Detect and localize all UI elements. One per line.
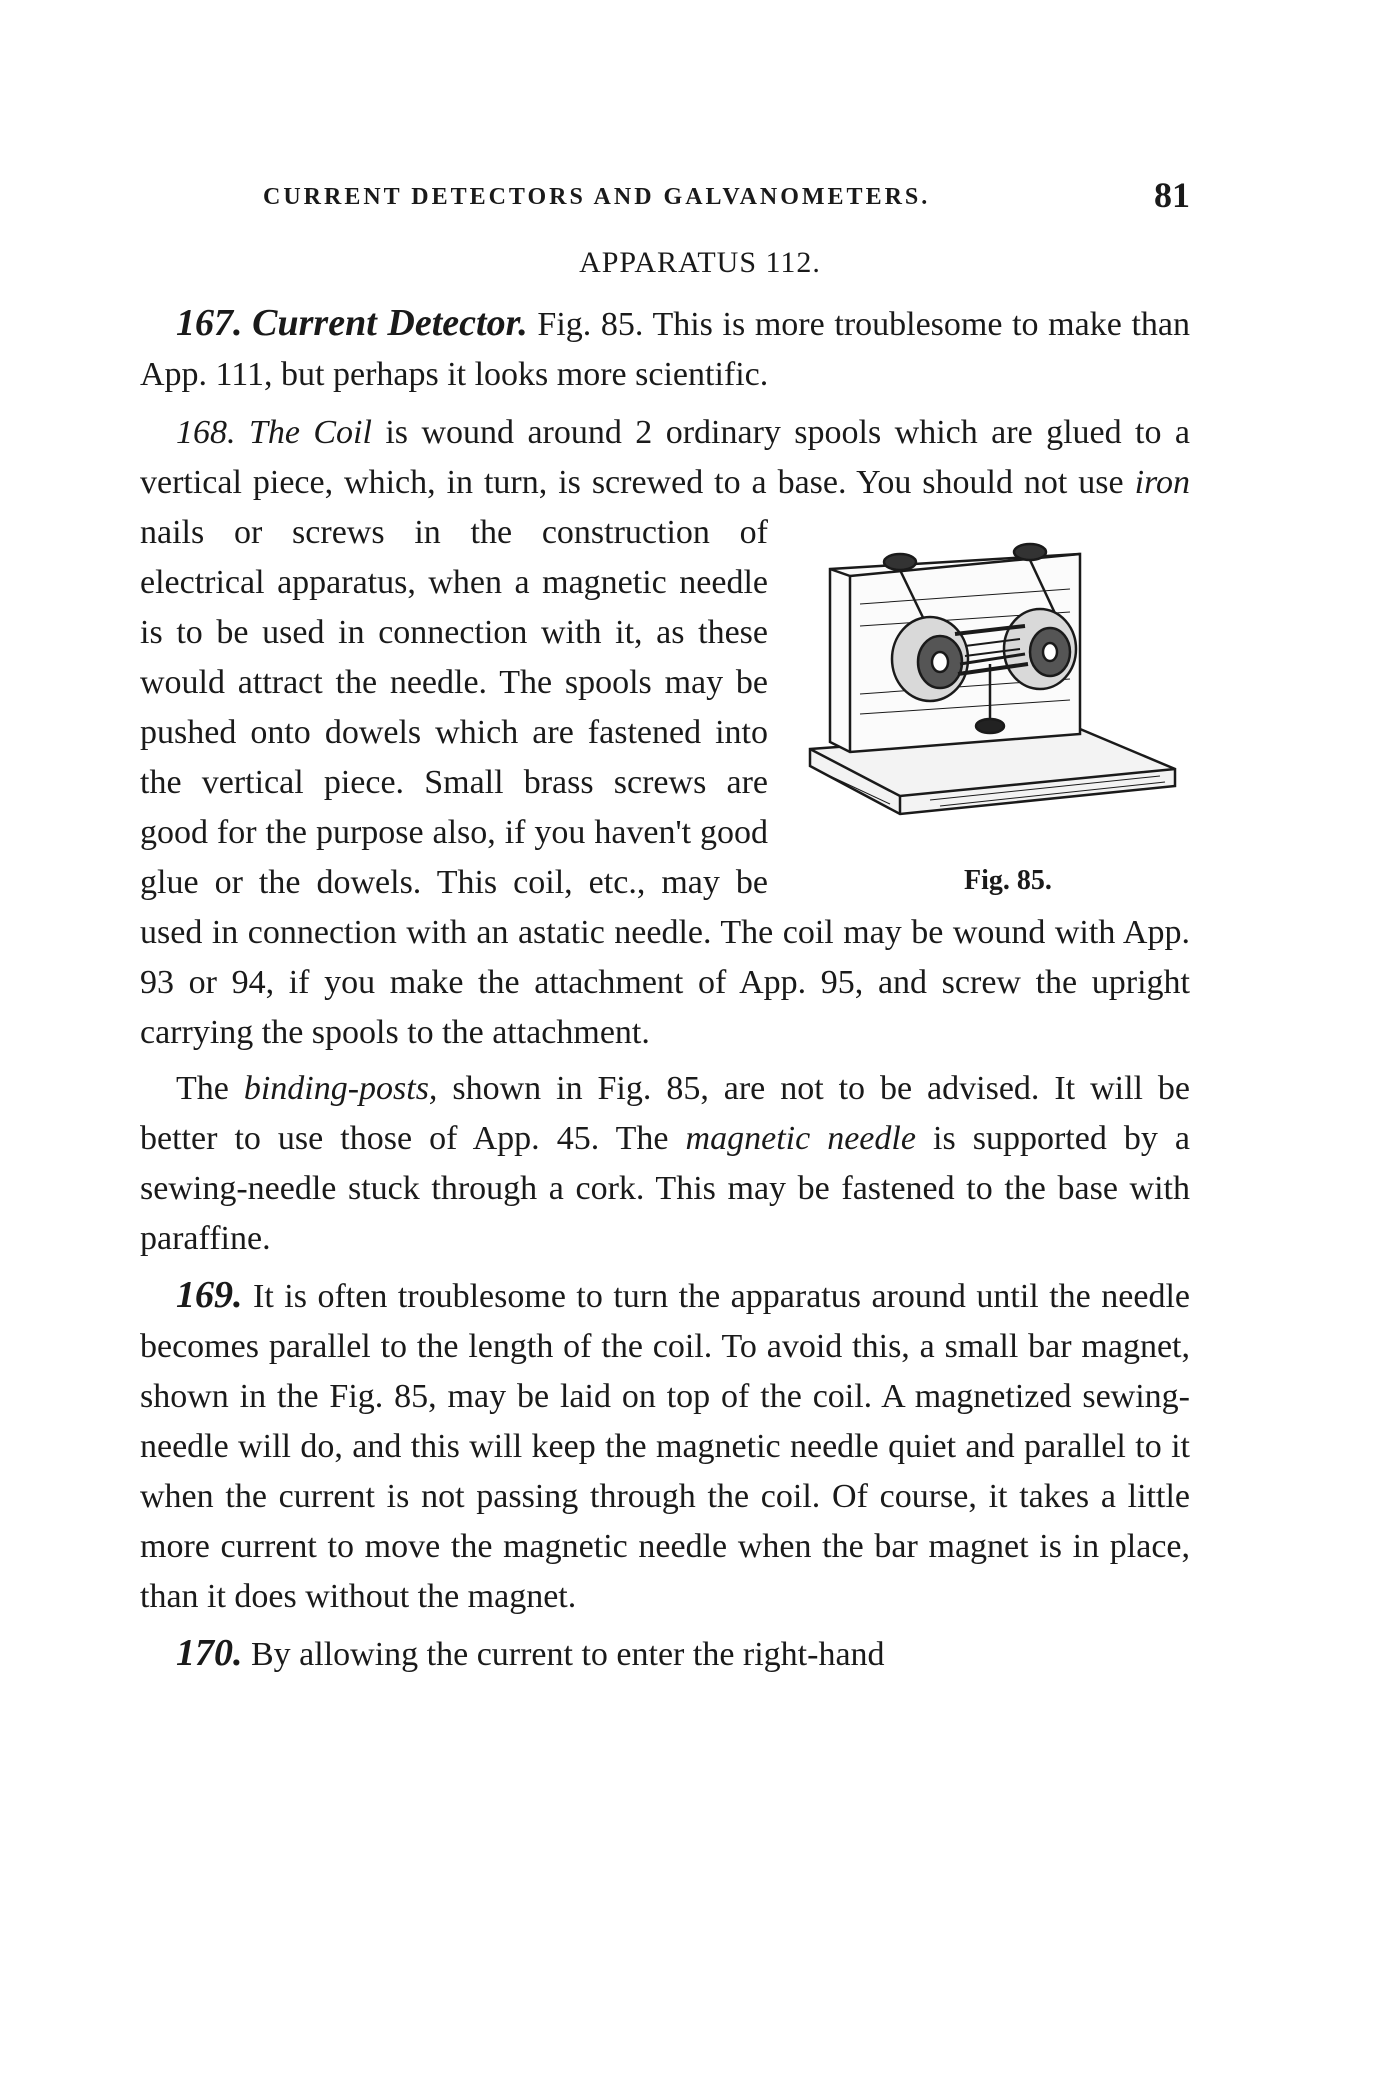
paragraph-text: Fig. 85. This is more troublesome to make than App. 111, but perhaps it looks more scientific.: [140, 306, 1190, 393]
paragraph-text: is wound around 2 ordinary spools which are glued to a vertical piece, which, in turn, is screwed to a base. You should not use: [140, 414, 1191, 501]
page-header: [148, 172, 1198, 220]
italic-word: iron: [1134, 464, 1190, 501]
paragraph-170: [140, 1628, 1190, 1680]
paragraph-text: The: [176, 1070, 244, 1107]
paragraph-text: nails or screws in the construction of electrical apparatus, when a magnetic needle is to be used in connection with it, as these would attract the needle. The spools may be pushed onto dowels which are fastened into the vertical piece. Small brass screws are good for the purpose also, if you haven't good glue or the dowels. This coil, etc., may be used in connection with an astatic needle. The coil may be wound with App. 93 or 94, if you make the attachment of App. 95, and screw the upright carrying the spools to the attachment.: [140, 514, 1190, 1051]
section-heading: APPARATUS 112.: [579, 246, 821, 279]
paragraph-title: Current Detector.: [252, 302, 528, 344]
paragraph-number: 169.: [176, 1274, 243, 1316]
body-text: [140, 298, 1190, 1686]
paragraph-167: [140, 298, 1190, 400]
page-number: 81: [1154, 175, 1190, 215]
paragraph-text: shown in Fig. 85, are not to be advised. It will be better to use those of App. 45. The: [140, 1070, 1191, 1157]
italic-term: magnetic needle: [685, 1120, 916, 1157]
current-detector-illustration: [790, 514, 1190, 854]
italic-term: binding-posts,: [243, 1070, 438, 1107]
paragraph-number: 167.: [176, 302, 243, 344]
figure-caption: Fig. 85.: [964, 865, 1052, 896]
paragraph-lead: The Coil: [248, 414, 372, 451]
paragraph-168: [140, 408, 1190, 1058]
figure-85: [790, 514, 1190, 894]
paragraph-text: By allowing the current to enter the right-hand: [242, 1636, 885, 1673]
paragraph-text: is supported by a sewing-needle stuck through a cork. This may be fastened to the base with paraffine.: [140, 1120, 1190, 1257]
paragraph-168-continued: [140, 1064, 1190, 1264]
paragraph-number: 168.: [176, 414, 236, 451]
running-title: CURRENT DETECTORS AND GALVANOMETERS.: [263, 184, 931, 210]
paragraph-number: 170.: [176, 1632, 243, 1674]
paragraph-text: It is often troublesome to turn the apparatus around until the needle becomes parallel to the length of the coil. To avoid this, a small bar magnet, shown in the Fig. 85, may be laid on top of the coil. A magnetized sewing-needle will do, and this will keep the magnetic needle quiet and parallel to it when the current is not passing through the coil. Of course, it takes a little more current to move the magnetic needle when the bar magnet is in place, than it does without the magnet.: [140, 1278, 1190, 1615]
paragraph-169: [140, 1270, 1190, 1622]
